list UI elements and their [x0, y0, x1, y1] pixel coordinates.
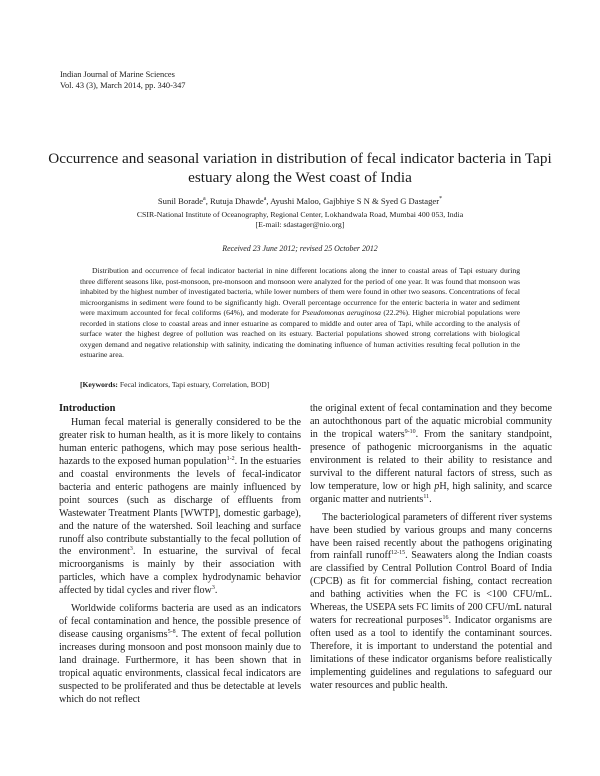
citation: 12-15: [391, 550, 406, 557]
journal-volume: Vol. 43 (3), March 2014, pp. 340-347: [60, 80, 186, 90]
body-text-split: . From the sanitary standpoint, presence of pathogenic microorganisms in the aquatic environment is related to their ability to resistance and survival to the different natural factors of stress, such as low temperature, low or high: [310, 428, 552, 492]
section-heading: Introduction: [59, 403, 116, 414]
corresponding-mark: *: [439, 196, 443, 202]
citation: 1-2: [226, 455, 235, 462]
body-text: Human fecal material is generally considered to be the greater risk to human health, as it is more likely to contains human enteric pathogens, which may pose serious health-hazards to the exposed human population: [59, 416, 301, 467]
keywords-text: Fecal indicators, Tapi estuary, Correlation, BOD]: [117, 380, 270, 389]
affiliation-address: CSIR-National Institute of Oceanography, Regional Center, Lokhandwala Road, Mumbai 400 053, India: [136, 210, 464, 219]
author-1: Sunil Borade: [157, 196, 204, 206]
author-2: , Rutuja Dhawde: [205, 196, 264, 206]
body-text-split: the original extent of fecal contamination and they become an autochthonous part of the aquatic microbial community in the tropical waters: [310, 403, 552, 440]
citation: 11: [423, 493, 430, 500]
body-text: The bacteriological parameters of different river systems have been studied by various groups and many concerns have been raised recently about the pathogens originating from rainfall runoff: [310, 511, 552, 562]
column-left: [59, 403, 301, 712]
citation: 5-8: [167, 629, 176, 636]
organism-name: Pseudomonas aeruginosa: [302, 308, 381, 318]
body-text: H, high salinity, and scarce organic matter and nutrients: [310, 480, 552, 505]
citation: 3: [129, 546, 133, 553]
journal-header: [60, 70, 185, 91]
citation: 9-10: [404, 428, 416, 435]
citation: 3: [211, 585, 215, 592]
author-mark: a: [263, 196, 267, 202]
body-text: . Indicator organisms are often used as a tool to identify the contaminant sources. Therefore, it is important to understand the potential and limitations of these indicator organisms before realistically implementing guidelines and regulations to safeguard our water resources and public health.: [310, 615, 552, 692]
body-paragraph: [59, 417, 301, 598]
abstract: [80, 266, 520, 361]
affiliation: [40, 210, 560, 230]
author-mark: a: [203, 196, 206, 202]
paper-title: Occurrence and seasonal variation in distribution of fecal indicator bacteria in Tapi estuary along the West coast of India: [48, 150, 552, 186]
body-text: .: [429, 493, 432, 505]
body-text: . In estuarine, the survival of fecal microorganisms is mainly by their association with particles, which have a complex hydrodynamic behavior affected by tidal cycles and river flow: [59, 546, 301, 597]
journal-name: Indian Journal of Marine Sciences: [60, 70, 175, 79]
ph-symbol: p: [434, 480, 440, 492]
affiliation-email: [E-mail: sdastager@nio.org]: [255, 220, 345, 229]
body-text: Worldwide coliforms bacteria are used as an indicators of fecal contamination and hence, the possible presence of disease causing organisms: [59, 603, 301, 641]
author-list: [40, 196, 560, 207]
abstract-paragraph: [80, 266, 520, 361]
body-text: .: [214, 585, 218, 597]
keywords: [80, 380, 520, 389]
author-rest: , Ayushi Maloo, Gajbhiye S N & Syed G Dastager: [266, 196, 440, 206]
abstract-text: Distribution and occurrence of fecal indicator bacterial in nine different locations along the inner to coastal areas of Tapi estuary during three different seasons like, post-monsoon, pre-monsoon and monsoon were analyzed for the period of one year. It was found that monsoon was inhabited by the highest number of investigated bacteria, while lower numbers of them were found in other two seasons. Concentrations of fecal microorganisms in sediment were found to be significantly high. Overall percentage occurrence for the enteric bacteria in water and sediment were maximum accounted for fecal coliforms (64%), and moderate for: [80, 266, 520, 318]
received-dates: Received 23 June 2012; revised 25 October 2012: [222, 244, 378, 253]
body-text: . Seawaters along the Indian coasts are classified by Central Pollution Control Board of India (CPCB) as fit for commercial fishing, contact recreation and bathing activities when the FC is <100 CFU/mL. Whereas, the USEPA sets FC limits of 200 CFU/mL natural waters for recreational purposes: [310, 550, 552, 627]
column-right: [310, 403, 552, 698]
body-paragraph: [310, 512, 552, 693]
body-paragraph: [59, 603, 301, 707]
body-paragraph: [310, 403, 552, 507]
keywords-label: [Keywords:: [80, 380, 118, 389]
citation: 16: [442, 615, 449, 622]
body-text: . In the estuaries and coastal environments the levels of fecal-indicator bacteria and enteric pathogens are mainly influenced by point sources (such as discharge of effluents from Wastewater Treatment Plants [WWTP], domestic garbage), and the nature of the watershed. Soil leaching and surface runoff also contribute substantially to the fecal pollution of the environment: [59, 455, 301, 558]
abstract-text: (22.2%). Higher microbial populations were recorded in stations close to coastal areas and inner estuarine as compared to middle and outer area of Tapi, while according to the analysis of surface water the highest degree of pollution was reached on its estuary. Bacterial populations showed strong correlations with biological oxygen demand and negative relationship with salinity, indicating the dominating influence of human activities resulting fecal pollution in the estuarine area.: [80, 308, 520, 360]
body-text-split: . The extent of fecal pollution increases during monsoon and post monsoon mainly due to land drainage. Furthermore, it has been shown that in tropical aquatic environments, classical fecal indicators are suspected to be proliferated and thus be detectable at levels which do not reflect: [59, 629, 301, 705]
